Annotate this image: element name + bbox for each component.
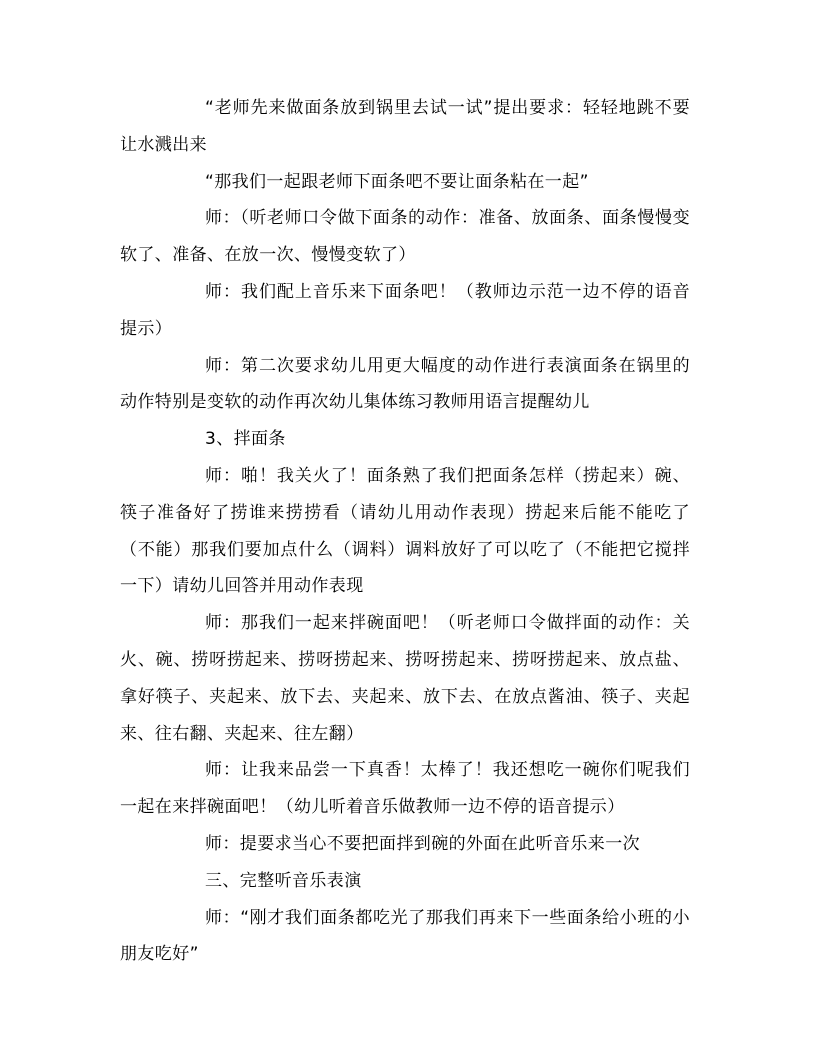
paragraph: 师：第二次要求幼儿用更大幅度的动作进行表演面条在锅里的动作特别是变软的动作再次幼儿集体练习教师用语言提醒幼儿 [120, 355, 690, 413]
paragraph: 师：让我来品尝一下真香！太棒了！我还想吃一碗你们呢我们一起在来拌碗面吧！（幼儿听着音乐做教师一边不停的语音提示） [120, 760, 690, 818]
paragraph: “那我们一起跟老师下面条吧不要让面条粘在一起” [205, 171, 589, 192]
paragraph: “老师先来做面条放到锅里去试一试”提出要求：轻轻地跳不要让水溅出来 [120, 98, 690, 155]
paragraph: 师：（听老师口令做下面条的动作：准备、放面条、面条慢慢变软了、准备、在放一次、慢慢变软了） [120, 208, 690, 266]
paragraph: 师：啪！我关火了！面条熟了我们把面条怎样（捞起来）碗、筷子准备好了捞谁来捞捞看（请幼儿用动作表现）捞起来后能不能吃了（不能）那我们要加点什么（调料）调料放好了可以吃了（不能把它搅拌一下）请幼儿回答并用动作表现 [120, 465, 690, 597]
paragraph: 师：我们配上音乐来下面条吧！（教师边示范一边不停的语音提示） [120, 281, 690, 339]
paragraph: 师：提要求当心不要把面拌到碗的外面在此听音乐来一次 [205, 833, 640, 854]
section-heading: 3、拌面条 [205, 429, 286, 450]
paragraph: 师：那我们一起来拌碗面吧！（听老师口令做拌面的动作：关火、碗、捞呀捞起来、捞呀捞起来、捞呀捞起来、捞呀捞起来、放点盐、拿好筷子、夹起来、放下去、夹起来、放下去、在放点酱油、筷子、夹起来、往右翻、夹起来、往左翻） [120, 613, 690, 744]
paragraph: 师：“刚才我们面条都吃光了那我们再来下一些面条给小班的小朋友吃好” [120, 907, 690, 965]
section-heading: 三、完整听音乐表演 [205, 870, 362, 891]
document-body [120, 90, 690, 973]
